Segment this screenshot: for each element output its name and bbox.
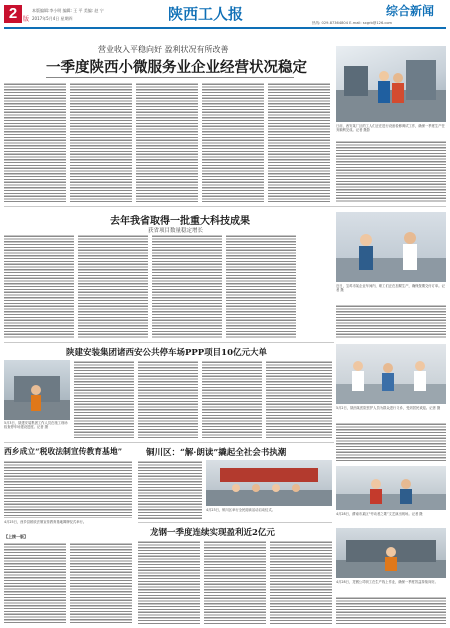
side-body-4 <box>336 596 446 624</box>
side-photo-3 <box>336 466 446 510</box>
masthead <box>0 0 450 30</box>
side-caption-3: 4月28日，渭南市某区“劳动者之歌”文艺演出现场。记者 摄 <box>336 512 423 516</box>
section-name: 综合新闻 <box>386 4 435 18</box>
story5-photo-caption: 4月23日，铜川区举行全民阅读活动启动仪式。 <box>206 508 275 512</box>
story2-subhead: 获省项目数量稳定增长 <box>148 228 204 234</box>
story5-body-col1 <box>138 460 202 520</box>
side-photo-3-figures <box>336 466 446 510</box>
side-body-2 <box>336 304 446 338</box>
story6-body-col1 <box>138 540 200 624</box>
story5-headline: 铜川区：“解·朗读”撬起全社会书执潮 <box>146 448 287 458</box>
story6-headline: 龙钢一季度连续实现盈利近2亿元 <box>150 528 275 538</box>
story3-photo <box>4 360 70 420</box>
story4-body <box>4 460 132 518</box>
side-body-3 <box>336 422 446 462</box>
side-photo-2-figures <box>336 344 446 404</box>
story6-body-col3 <box>270 540 332 624</box>
story3-body-col4 <box>266 360 332 438</box>
lead-photo <box>336 46 446 122</box>
story2-headline: 去年我省取得一批重大科技成果 <box>110 216 250 227</box>
bottom-left-heading: 【上接一版】 <box>4 534 28 539</box>
divider-3 <box>4 442 334 443</box>
bottom-left-body-col1 <box>4 542 66 624</box>
masthead-rule <box>4 27 446 29</box>
story3-body-col3 <box>202 360 262 438</box>
lead-photo-figures <box>336 46 446 122</box>
story3-photo-figures <box>4 360 70 420</box>
story3-body-col2 <box>138 360 198 438</box>
story2-body-col2 <box>78 234 148 338</box>
story2-body-col4 <box>226 234 296 338</box>
divider-4 <box>138 522 332 523</box>
divider-1 <box>4 206 446 207</box>
story2-body-col3 <box>152 234 222 338</box>
side-photo-1-figures <box>336 212 446 282</box>
page-number-badge <box>4 5 22 23</box>
story6-photo <box>336 528 446 578</box>
side-caption-1: 近日，宝鸡市某企业车间内，职工们正在加紧生产，确保按期交付订单。记者 摄 <box>336 284 445 293</box>
lead-underline <box>46 77 294 78</box>
lead-body-col2 <box>70 82 132 202</box>
story6-photo-caption: 4月28日，龙钢公司职工在生产线上作业，确保一季度效益持续向好。 <box>336 580 438 584</box>
page-label: 版 <box>23 16 30 23</box>
story5-photo-figures <box>206 460 332 506</box>
side-photo-2 <box>336 344 446 404</box>
lead-body-col5 <box>268 82 330 202</box>
bottom-left-body-col2 <box>70 542 132 624</box>
date-line: 2017年5月4日 星期四 <box>32 16 73 21</box>
story3-body-col1 <box>74 360 134 438</box>
lead-body-col1 <box>4 82 66 202</box>
story3-photo-caption: 5月3日，陕建安装集团工作人员在施工现场检查停车场建设进度。记者 摄 <box>4 421 68 430</box>
story4-photo-caption: 4月25日，西乡县税收法制宣传教育基地揭牌仪式举行。 <box>4 520 87 524</box>
story2-body-col1 <box>4 234 74 338</box>
side-caption-2: 5月2日，陕西某医院医护人员为群众进行义诊，受到居民欢迎。记者 摄 <box>336 406 441 410</box>
story5-photo <box>206 460 332 506</box>
edition-line: 本版编辑:李小明 编辑: 王 平 美编: 赵 宁 <box>32 8 104 13</box>
lead-body-col3 <box>136 82 198 202</box>
page-number: 2 <box>8 5 18 22</box>
side-photo-1 <box>336 212 446 282</box>
story6-body-col2 <box>204 540 266 624</box>
lead-photo-caption: 日前，西安某厂区的工人们正在进行设备检修调试工作，确保一季度生产任务顺利完成。记者 摄影 <box>336 124 445 133</box>
contact-line: 热线: 029-87364804 E-mail: sxgrb@126.com <box>312 21 393 25</box>
story4-headline: 西乡成立“税收法制宣传教育基地” <box>4 447 123 456</box>
paper-name: 陕西工人报 <box>168 5 244 23</box>
side-body-1 <box>336 140 446 202</box>
lead-body-col4 <box>202 82 264 202</box>
divider-2 <box>4 342 334 343</box>
lead-headline: 一季度陕西小微服务业企业经营状况稳定 <box>46 59 307 76</box>
story6-photo-figures <box>336 528 446 578</box>
lead-kicker: 营业收入平稳向好 盈利状况有所改善 <box>98 45 229 54</box>
story3-headline: 陕建安装集团诸西安公共停车场PPP项目10亿元大单 <box>66 348 268 358</box>
